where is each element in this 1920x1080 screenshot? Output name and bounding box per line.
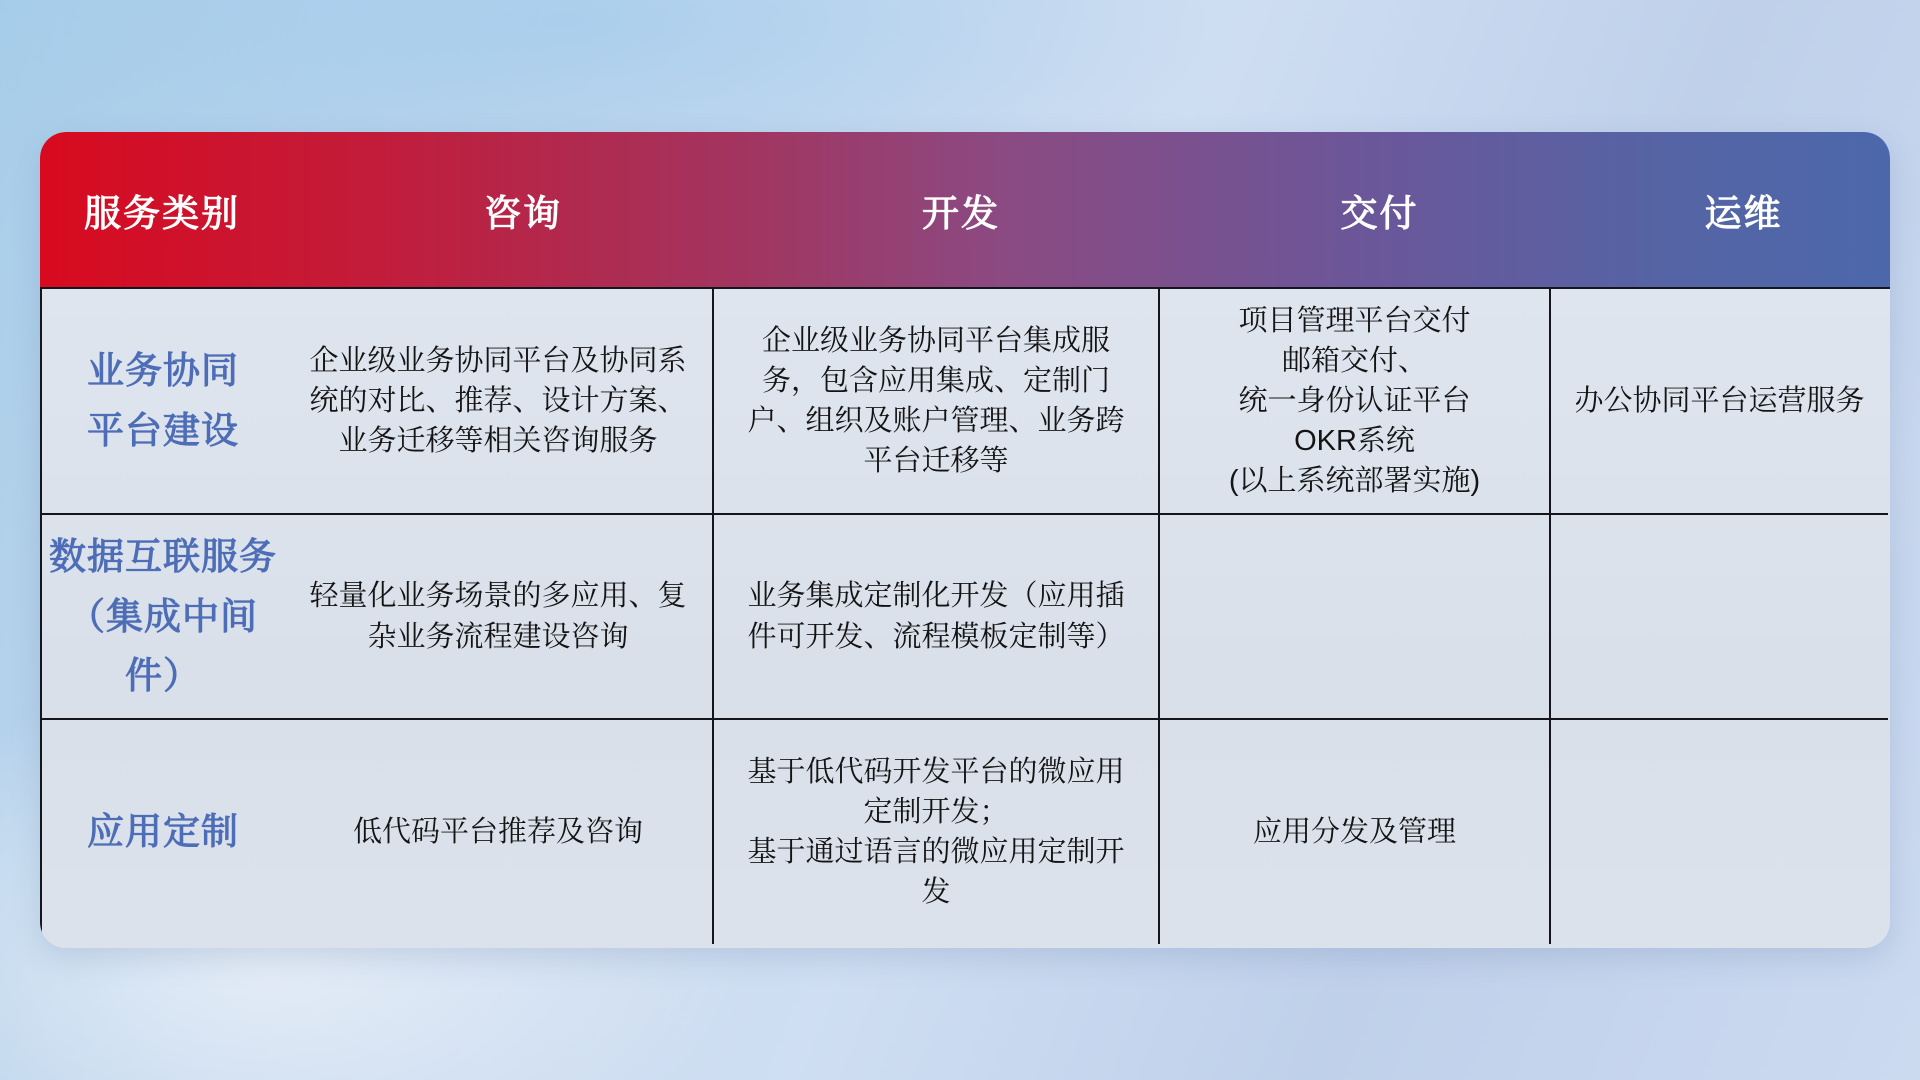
row3-operations-cell: [1551, 720, 1888, 944]
header-delivery: 交付: [1340, 192, 1419, 234]
row1-development-cell: 企业级业务协同平台集成服务，包含应用集成、定制门户、组织及账户管理、业务跨平台迁移等: [714, 289, 1160, 515]
row1-delivery-line5: (以上系统部署实施): [1228, 465, 1481, 498]
header-service-category: 服务类别: [84, 192, 240, 234]
row3-development-line2: 基于通过语言的微应用定制开发: [747, 836, 1125, 909]
table-body: [40, 287, 1890, 948]
row2-operations-cell: [1551, 515, 1888, 720]
row1-consulting-cell: 企业级业务协同平台及协同系统的对比、推荐、设计方案、业务迁移等相关咨询服务: [284, 289, 714, 515]
row2-category: [42, 515, 284, 720]
row1-category-line2: 平台建设: [87, 410, 239, 451]
row3-development-line1: 基于低代码开发平台的微应用定制开发；: [747, 755, 1125, 828]
row3-consulting-cell: 低代码平台推荐及咨询: [284, 720, 714, 944]
header-operations: 运维: [1704, 192, 1783, 234]
header-development: 开发: [922, 192, 1000, 234]
row2-category-line1: 数据互联服务: [49, 535, 277, 577]
row3-development-cell: [714, 720, 1160, 944]
row2-delivery-cell: [1160, 515, 1551, 720]
row2-category-line2: （集成中间件）: [68, 595, 258, 697]
row1-delivery-line2: 邮箱交付、: [1281, 344, 1427, 377]
header-consulting: 咨询: [484, 192, 562, 234]
row3-category-line1: 应用定制: [87, 811, 239, 853]
row2-development-cell: 业务集成定制化开发（应用插件可开发、流程模板定制等）: [714, 515, 1160, 720]
row3-delivery-cell: 应用分发及管理: [1160, 720, 1551, 944]
row3-category: [42, 720, 284, 944]
table-header-row: [40, 132, 1890, 287]
row1-operations-cell: 办公协同平台运营服务: [1551, 289, 1888, 515]
row1-delivery-cell: [1160, 289, 1551, 515]
row1-delivery-line3: 统一身份认证平台: [1238, 384, 1471, 417]
row1-category-line1: 业务协同: [87, 350, 239, 392]
service-table-panel: [40, 132, 1890, 948]
row2-consulting-cell: 轻量化业务场景的多应用、复杂业务流程建设咨询: [284, 515, 714, 720]
row1-delivery-line4: OKR系统: [1294, 425, 1415, 457]
row1-delivery-line1: 项目管理平台交付: [1238, 304, 1471, 337]
row1-category: [42, 289, 284, 515]
